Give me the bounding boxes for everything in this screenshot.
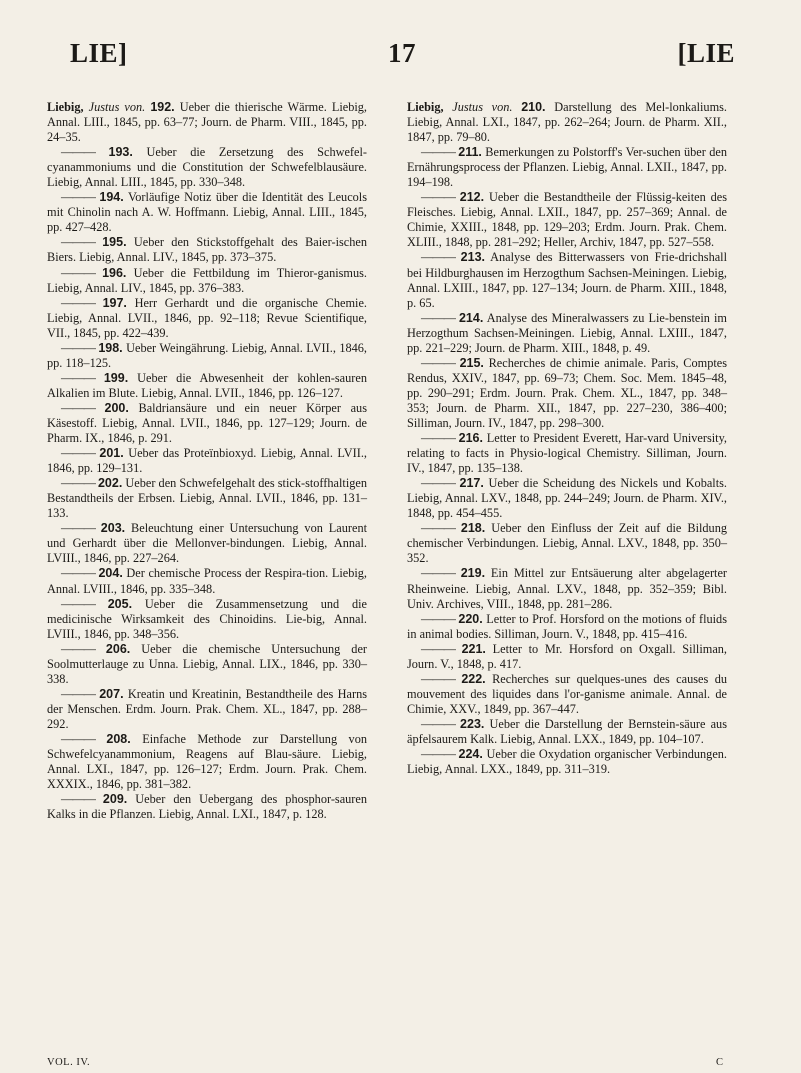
entry-text: Der chemische Process der Respira-tion. Liebig, Annal. LVIII., 1846, pp. 335–348.	[47, 566, 367, 596]
entry-number: 199.	[103, 370, 129, 385]
signature-mark: C	[716, 1057, 724, 1068]
bibliography-entry	[47, 446, 367, 476]
entry-number: 223.	[460, 716, 485, 731]
entry-number: 206.	[105, 641, 131, 656]
bibliography-entry	[47, 687, 367, 732]
volume-footer: VOL. IV.	[47, 1057, 91, 1068]
ditto-dash: ———	[421, 476, 455, 491]
ditto-dash: ———	[61, 190, 95, 205]
entry-text: Ueber die Abwesenheit der kohlen-sauren Alkalien im Blute. Liebig, Annal. LVII., 1846, pp. 126–127.	[47, 370, 367, 400]
entry-number: 203.	[100, 521, 126, 536]
entry-number: 212.	[459, 190, 485, 205]
entry-number: 192.	[150, 100, 175, 114]
entry-number: 196.	[102, 265, 127, 280]
ditto-dash: ———	[421, 641, 455, 656]
entry-author: Justus von.	[88, 100, 146, 114]
entry-text: Ueber die Fettbildung im Thieror-ganismus. Liebig, Annal. LIV., 1845, pp. 376–383.	[47, 265, 368, 295]
entry-text: Einfache Methode zur Darstellung von Schwefelcyanammonium, Reagens auf Blau-säure. Liebig, Annal. LXI., 1847, pp. 126–127; Erdm. Journ. Prak. Chem. XXXIX., 1846, pp. 381–382.	[47, 731, 368, 792]
bibliography-entry	[47, 732, 367, 792]
bibliography-entry	[47, 566, 367, 596]
bibliography-entry	[407, 476, 727, 521]
entry-number: 217.	[459, 476, 484, 491]
bibliography-entry	[47, 597, 367, 642]
entry-text: Kreatin und Kreatinin, Bestandtheile des Harns der Menschen. Erdm. Journ. Prak. Chem. XL., 1847, pp. 288–292.	[47, 686, 368, 731]
ditto-dash: ———	[421, 716, 455, 731]
entry-text: Ueber den Stickstoffgehalt des Baier-ischen Biers. Liebig, Annal. LIV., 1845, pp. 373–375.	[47, 235, 367, 265]
header-left: LIE]	[70, 38, 128, 68]
entry-number: 224.	[458, 747, 483, 762]
page-number: 17	[388, 38, 416, 68]
bibliography-entry	[407, 311, 727, 356]
bibliography-entry	[47, 521, 367, 566]
bibliography-entry	[47, 296, 367, 341]
entry-text: Ueber den Einfluss der Zeit auf die Bildung chemischer Verbindungen. Liebig, Annal. LXV., 1848, pp. 350–352.	[407, 521, 728, 566]
ditto-dash: ———	[421, 431, 455, 446]
page-header	[70, 38, 735, 68]
ditto-dash: ———	[421, 310, 455, 325]
bibliography-entry	[407, 642, 727, 672]
entry-text: Ueber die Zersetzung des Schwefel-cyanammoniums und die Constitution der Schwefelblausäure. Liebig, Annal. LIII., 1845, pp. 330–348.	[47, 145, 367, 190]
bibliography-entry	[407, 431, 727, 476]
ditto-dash: ———	[61, 641, 95, 656]
bibliography-entry	[47, 476, 367, 521]
ditto-dash: ———	[61, 265, 95, 280]
entry-number: 208.	[106, 731, 131, 746]
entry-text: Ueber den Uebergang des phosphor-sauren Kalks in die Pflanzen. Liebig, Annal. LXI., 1847, p. 128.	[47, 792, 368, 822]
ditto-dash: ———	[61, 596, 95, 611]
ditto-dash: ———	[61, 340, 95, 355]
entry-text: Ueber die thierische Wärme. Liebig, Annal. LIII., 1845, pp. 63–77; Journ. de Pharm. VIII., 1845, pp. 24–35.	[47, 100, 368, 145]
entry-number: 219.	[460, 566, 486, 581]
bibliography-entry	[47, 341, 367, 371]
ditto-dash: ———	[421, 250, 455, 265]
ditto-dash: ———	[61, 476, 95, 491]
entry-number: 210.	[521, 100, 546, 114]
entry-text: Ueber das Proteïnbioxyd. Liebig, Annal. LVII., 1846, pp. 129–131.	[47, 446, 368, 476]
entry-text: Ueber die Darstellung der Bernstein-säure aus äpfelsaurem Kalk. Liebig, Annal. LXX., 1849, pp. 104–107.	[407, 716, 727, 746]
ditto-dash: ———	[61, 686, 95, 701]
entry-text: Ein Mittel zur Entsäuerung alter abgelagerter Rheinweine. Liebig, Annal. LXV., 1848, pp. 352–359; Bibl. Univ. Archives, VIII., 1848, pp. 281–286.	[407, 566, 728, 611]
bibliography-entry	[47, 792, 367, 822]
entry-number: 207.	[99, 686, 124, 701]
entry-number: 220.	[458, 611, 483, 626]
entry-number: 202.	[97, 476, 123, 491]
entry-number: 211.	[458, 145, 482, 160]
ditto-dash: ———	[421, 611, 455, 626]
bibliography-entry	[407, 672, 727, 717]
bibliography-entry	[47, 190, 367, 235]
bibliography-entry	[47, 145, 367, 190]
ditto-dash: ———	[61, 521, 95, 536]
ditto-dash: ———	[61, 295, 95, 310]
entry-text: Analyse des Bitterwassers von Frie-drichshall bei Hildburghausen im Herzogthum Sachsen-Meiningen. Liebig, Annal. LXIII., 1847, pp. 127–134; Journ. de Pharm. XIII., 1848, p. 65.	[407, 250, 728, 310]
entry-text: Bemerkungen zu Polstorff's Ver-suchen über den Ernährungsprocess der Pflanzen. Liebig, Annal. LXII., 1847, pp. 194–198.	[407, 145, 727, 190]
entry-number: 213.	[460, 250, 486, 265]
entry-text: Vorläufige Notiz über die Identität des Leucols mit Chinolin nach A. W. Hoffmann. Liebig, Annal. LIII., 1845, pp. 427–428.	[47, 190, 368, 235]
entry-text: Letter to Mr. Horsford on Oxgall. Silliman, Journ. V., 1848, p. 417.	[407, 641, 728, 671]
ditto-dash: ———	[421, 190, 455, 205]
entry-text: Ueber die Zusammensetzung und die medicinische Wirksamkeit des Chinoidins. Lie-big, Annal. LVIII., 1846, pp. 348–356.	[47, 596, 368, 641]
ditto-dash: ———	[421, 145, 455, 160]
entry-number: 205.	[107, 596, 133, 611]
entry-text: Darstellung des Mel-lonkaliums. Liebig, Annal. LXI., 1847, pp. 262–264; Journ. de Pharm. XII., 1847, pp. 79–80.	[407, 100, 727, 145]
bibliography-entry	[407, 100, 727, 145]
bibliography-entry	[407, 190, 727, 250]
entry-number: 215.	[459, 355, 484, 370]
ditto-dash: ———	[61, 792, 95, 807]
entry-text: Letter to Prof. Horsford on the motions of fluids in animal bodies. Silliman, Journ. V., 1848, pp. 415–416.	[407, 611, 727, 641]
entry-text: Ueber die Oxydation organischer Verbindungen. Liebig, Annal. LXX., 1849, pp. 311–319.	[407, 747, 728, 777]
ditto-dash: ———	[61, 145, 95, 160]
entry-text: Ueber die chemische Untersuchung der Soolmutterlauge zu Unna. Liebig, Annal. LIX., 1846, pp. 330–338.	[47, 641, 368, 686]
entry-text: Baldriansäure und ein neuer Körper aus Käsestoff. Liebig, Annal. LVII., 1846, pp. 127–129; Journ. de Pharm. IX., 1846, p. 291.	[47, 400, 367, 446]
ditto-dash: ———	[421, 747, 455, 762]
ditto-dash: ———	[61, 446, 95, 461]
ditto-dash: ———	[61, 370, 95, 385]
entry-number: 197.	[102, 295, 127, 310]
ditto-dash: ———	[421, 521, 455, 536]
entry-text: Ueber die Scheidung des Nickels und Kobalts. Liebig, Annal. LXV., 1848, pp. 244–249; Journ. de Pharm. XIV., 1848, pp. 454–455.	[407, 476, 728, 521]
bibliography-entry	[407, 145, 727, 190]
bibliography-entry	[47, 642, 367, 687]
entry-text: Ueber den Schwefelgehalt des stick-stoffhaltigen Bestandtheils der Erbsen. Liebig, Annal. LVII., 1846, pp. 131–133.	[47, 476, 368, 521]
ditto-dash: ———	[421, 566, 455, 581]
bibliography-entry	[47, 401, 367, 446]
entry-number: 194.	[99, 190, 124, 205]
entry-number: 222.	[461, 671, 486, 686]
entry-number: 218.	[460, 521, 486, 536]
bibliography-entry	[407, 717, 727, 747]
entry-number: 216.	[458, 431, 483, 446]
entry-number: 214.	[458, 310, 484, 325]
entry-text: Recherches de chimie animale. Paris, Comptes Rendus, XXIV., 1847, pp. 69–73; Chem. Soc. Mem. 1845–48, pp. 290–291; Erdm. Journ. Prak. Chem. XL., 1847, pp. 348–353; Journ. de Pharm. XII., 1847, pp. 227–230, 386–400; Silliman, Journ. IV., 1847, pp. 298–300.	[407, 355, 728, 430]
left-column	[47, 100, 367, 822]
entry-number: 201.	[99, 446, 124, 461]
entry-text: Analyse des Mineralwassers zu Lie-benstein im Herzogthum Sachsen-Meiningen. Liebig, Annal. LXIII., 1847, pp. 221–229; Journ. de Pharm. XIII., 1848, p. 49.	[407, 310, 727, 355]
bibliography-entry	[407, 356, 727, 431]
entry-text: Herr Gerhardt und die organische Chemie. Liebig, Annal. LVII., 1846, pp. 92–118; Revue Scientifique, VII., 1845, pp. 422–439.	[47, 295, 367, 340]
entry-headword: Liebig,	[47, 100, 84, 114]
entry-number: 195.	[102, 235, 127, 250]
entry-text: Recherches sur quelques-unes des causes du mouvement des liquides dans l'or-ganisme animale. Annal. de Chimie, XXV., 1849, pp. 367–447.	[407, 671, 727, 716]
bibliography-entry	[47, 266, 367, 296]
entry-number: 209.	[102, 792, 128, 807]
bibliography-entry	[47, 100, 367, 145]
ditto-dash: ———	[421, 671, 455, 686]
entry-number: 204.	[98, 566, 123, 581]
bibliography-entry	[407, 612, 727, 642]
ditto-dash: ———	[421, 355, 455, 370]
entry-number: 198.	[98, 340, 123, 355]
entry-text: Ueber Weingährung. Liebig, Annal. LVII., 1846, pp. 118–125.	[47, 340, 367, 370]
entry-text: Ueber die Bestandtheile der Flüssig-keiten des Fleisches. Liebig, Annal. LXII., 1847, pp. 257–369; Annal. de Chimie, XXIII., 1848, pp. 129–203; Erdm. Journ. Prak. Chem. XLIII., 1848, pp. 281–292; Heller, Archiv, 1847, pp. 527–558.	[407, 190, 727, 250]
bibliography-entry	[47, 371, 367, 401]
bibliography-entry	[407, 566, 727, 611]
bibliography-entry	[47, 235, 367, 265]
header-right: [LIE	[677, 38, 735, 68]
entry-number: 193.	[108, 145, 133, 160]
entry-text: Beleuchtung einer Untersuchung von Laurent und Gerhardt über die Mellonver-bindungen. Liebig, Annal. LVIII., 1846, pp. 227–264.	[47, 521, 368, 566]
ditto-dash: ———	[61, 235, 95, 250]
bibliography-entry	[407, 747, 727, 777]
ditto-dash: ———	[61, 731, 95, 746]
entry-number: 221.	[461, 641, 486, 656]
entry-headword: Liebig,	[407, 100, 444, 114]
bibliography-entry	[407, 521, 727, 566]
right-column	[407, 100, 727, 777]
entry-author: Justus von.	[452, 100, 513, 114]
ditto-dash: ———	[61, 400, 95, 415]
entry-number: 200.	[104, 400, 129, 415]
bibliography-entry	[407, 250, 727, 310]
ditto-dash: ———	[61, 566, 95, 581]
entry-text: Letter to President Everett, Har-vard University, relating to facts in Physio-logical Chemistry. Silliman, Journ. IV., 1847, pp. 135–138.	[407, 431, 728, 476]
